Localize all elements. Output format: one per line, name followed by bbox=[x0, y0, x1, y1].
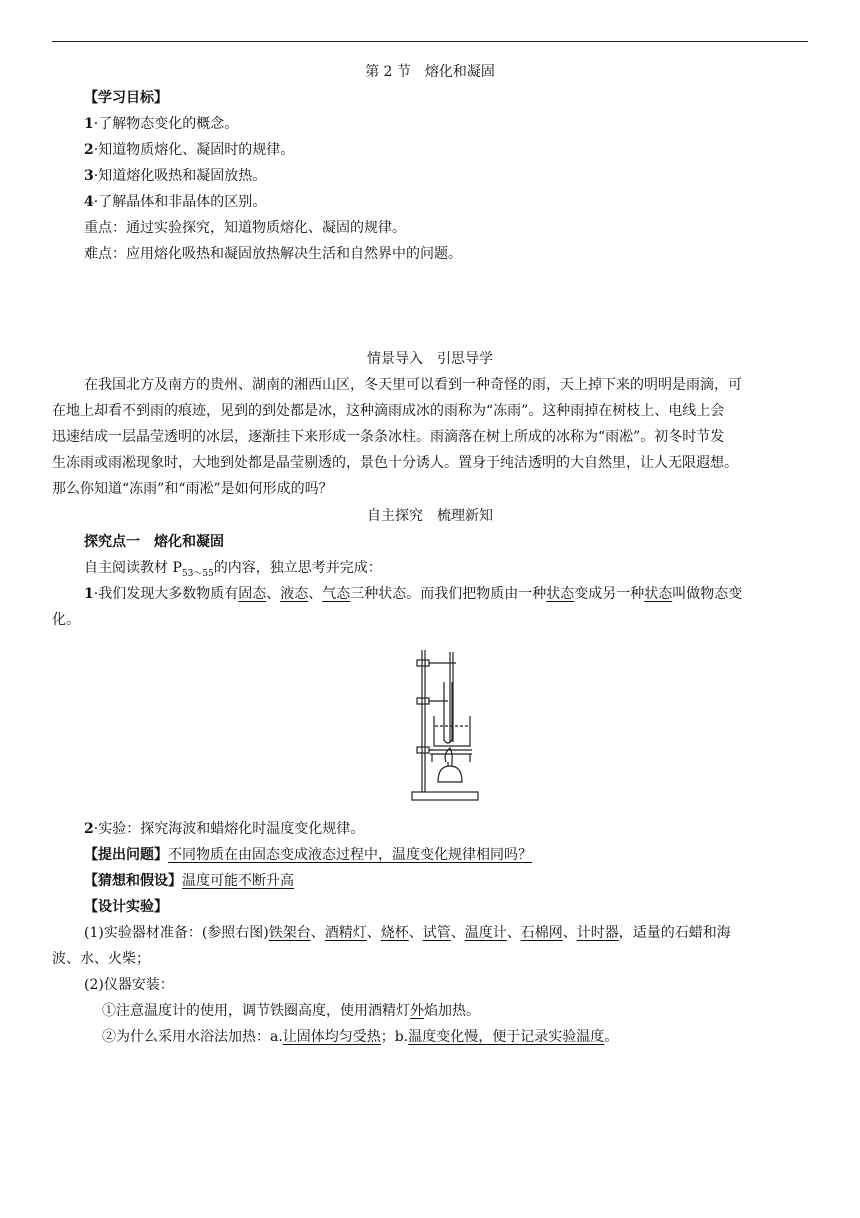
install-step-1: ①注意温度计的使用，调节铁圈高度，使用酒精灯外焰加热。 bbox=[102, 1003, 480, 1019]
intro-heading: 情景导入 引思导学 bbox=[367, 351, 493, 367]
answer-blank: 计时器 bbox=[576, 925, 619, 941]
question-2: 2·实验：探究海波和蜡熔化时温度变化规律。 bbox=[84, 821, 365, 837]
raise-question: 【提出问题】不同物质在由固态变成液态过程中，温度变化规律相同吗？ bbox=[84, 847, 532, 863]
header-rule bbox=[52, 41, 808, 42]
answer-blank: 外 bbox=[410, 1003, 424, 1019]
intro-paragraph-line: 在地上却看不到雨的痕迹，见到的到处都是冰，这种滴雨成冰的雨称为“冻雨”。这种雨掉在树枝上、电线上会 bbox=[52, 403, 725, 419]
design-heading: 【设计实验】 bbox=[84, 899, 168, 915]
question-1-continued: 化。 bbox=[52, 612, 80, 628]
section-title: 第 2 节 熔化和凝固 bbox=[365, 64, 495, 80]
answer-blank: 气态 bbox=[322, 586, 351, 602]
objective-item: 3·知道熔化吸热和凝固放热。 bbox=[84, 168, 267, 184]
objective-item: 1·了解物态变化的概念。 bbox=[84, 116, 239, 132]
answer-blank: 固态 bbox=[238, 586, 267, 602]
question-1: 1·我们发现大多数物质有固态、液态、气态三种状态。而我们把物质由一种状态变成另一种状态叫做物态变 bbox=[84, 586, 743, 602]
alcohol-lamp bbox=[438, 766, 462, 782]
answer-blank: 状态 bbox=[546, 586, 575, 602]
melting-apparatus-figure bbox=[410, 642, 482, 808]
answer-blank: 酒精灯 bbox=[324, 925, 367, 941]
answer-blank: 温度可能不断升高 bbox=[182, 873, 294, 889]
stand-base bbox=[412, 792, 478, 800]
intro-paragraph-line: 那么你知道“冻雨”和“雨凇”是如何形成的吗？ bbox=[52, 481, 333, 497]
answer-blank: 让固体均匀受热 bbox=[282, 1029, 381, 1045]
explore-point-title: 探究点一 熔化和凝固 bbox=[84, 534, 224, 550]
install-heading: (2)仪器安装： bbox=[84, 977, 174, 993]
difficulty-point: 难点：应用熔化吸热和凝固放热解决生活和自然界中的问题。 bbox=[84, 246, 462, 262]
answer-blank: 液态 bbox=[280, 586, 309, 602]
equipment-line-continued: 波、水、火柴； bbox=[52, 951, 150, 967]
answer-blank: 烧杯 bbox=[380, 925, 409, 941]
objective-item: 2·知道物质熔化、凝固时的规律。 bbox=[84, 142, 295, 158]
explore-heading: 自主探究 梳理新知 bbox=[367, 508, 493, 524]
answer-blank: 温度变化慢，便于记录实验温度 bbox=[408, 1029, 605, 1045]
answer-blank: 石棉网 bbox=[520, 925, 563, 941]
answer-blank: 状态 bbox=[644, 586, 673, 602]
intro-paragraph-line: 在我国北方及南方的贵州、湖南的湘西山区，冬天里可以看到一种奇怪的雨，天上掉下来的明明是雨滴，可 bbox=[84, 377, 742, 393]
intro-paragraph-line: 迅速结成一层晶莹透明的冰层，逐渐挂下来形成一条条冰柱。雨滴落在树上所成的冰称为“雨凇”。初冬时节发 bbox=[52, 429, 725, 445]
equipment-line: (1)实验器材准备：(参照右图)铁架台、酒精灯、烧杯、试管、温度计、石棉网、计时器，适量的石蜡和海 bbox=[84, 925, 731, 941]
key-point: 重点：通过实验探究，知道物质熔化、凝固的规律。 bbox=[84, 220, 406, 236]
answer-blank: 不同物质在由固态变成液态过程中，温度变化规律相同吗？ bbox=[168, 847, 532, 863]
reading-instruction: 自主阅读教材 $P_{53\sim 55}$的内容，独立思考并完成： bbox=[84, 560, 382, 579]
install-step-2: ②为什么采用水浴法加热：a.让固体均匀受热；b.温度变化慢，便于记录实验温度。 bbox=[102, 1029, 619, 1045]
objective-item: 4·了解晶体和非晶体的区别。 bbox=[84, 194, 267, 210]
intro-paragraph-line: 生冻雨或雨凇现象时，大地到处都是晶莹剔透的，景色十分诱人。置身于纯洁透明的大自然里，让人无限遐想。 bbox=[52, 455, 738, 471]
answer-blank: 铁架台 bbox=[268, 925, 311, 941]
answer-blank: 试管 bbox=[422, 925, 451, 941]
answer-blank: 温度计 bbox=[464, 925, 507, 941]
hypothesis: 【猜想和假设】温度可能不断升高 bbox=[84, 873, 294, 889]
objectives-heading: 【学习目标】 bbox=[84, 90, 168, 106]
